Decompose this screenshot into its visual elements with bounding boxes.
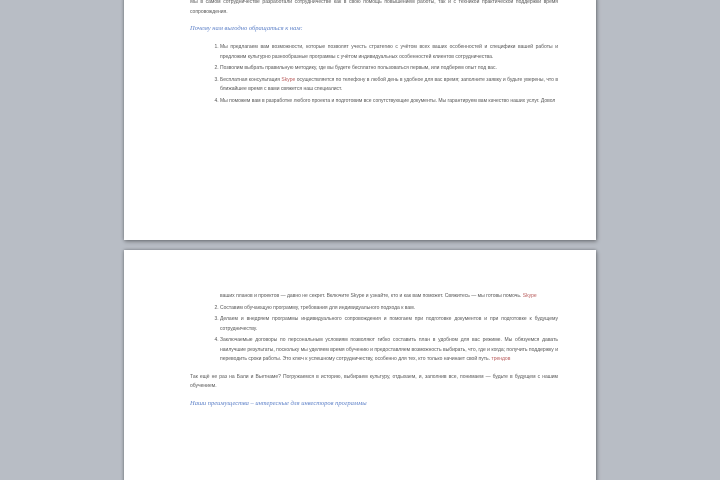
list-item: 2. Составим обучающую программу, требования для индивидуального подхода к вам.	[220, 304, 558, 314]
highlighted-word: Skype	[522, 293, 537, 299]
list-item-text: Заключаемые договоры по персональным условиям позволяют гибко составить план в удобном для вас режиме. Мы обязуемся давать наилучшие результаты, поскольку мы уделяем время обучению и предоставляем возможность выбирать, что, где и когда; получить поддержку и переводить сроки работы. Это ключ к успешному сотрудничеству, особенно для тех, кто только начинает свой путь.	[220, 337, 558, 362]
document-page-2	[124, 250, 596, 480]
list-item: 1. Мы предлагаем вам возможности, которые позволят учесть стратегию с учётом всех ваших особенностей и специфики вашей работы и предложим культурно разнообразные программы с учётом индивидуальных особенностей клиентов сотрудничества.	[220, 43, 558, 62]
benefits-list	[190, 43, 558, 106]
highlighted-word: Skype	[281, 76, 296, 83]
page-1-content	[190, 0, 558, 108]
intro-paragraph: Мы в самом сотрудничестве разработали сотрудничестве как в свою помощь повышением работы, так и с техникой практической поддержки время сопровождения.	[190, 0, 558, 15]
section-heading: Наши преимущества – интересные для инвесторов программы	[190, 399, 367, 407]
list-continuation	[190, 292, 558, 302]
list-item: 3. Делаем и внедряем программы индивидуального сопровождения и помогаем при подготовке документов и при подготовке к будущему сотрудничеству.	[220, 315, 558, 334]
list-item	[220, 336, 558, 365]
page-2-content	[190, 292, 558, 418]
list-item-text: Бесплатная консультация	[220, 76, 280, 83]
section-heading: Почему нам выгодно обращаться к нам:	[190, 25, 303, 32]
steps-list	[190, 304, 558, 365]
highlighted-word: трендов	[491, 356, 511, 362]
list-item: 2. Позволим выбрать правильную методику, где вы будете бесплатно пользоваться первым, или подберем опыт под вас.	[220, 64, 558, 74]
list-item-text: осуществляется по телефону в любой день в удобное для вас время; заполните заявку и будьте уверены, что в ближайшее время с вами свяжется наш специалист.	[220, 76, 559, 93]
list-item: 4. Мы поможем вам в разработке любого проекта и подготовим все сопутствующие документы. Мы гарантируем вам качество наших услуг. Довол	[220, 97, 558, 107]
list-item	[220, 76, 558, 95]
continuation-text: ваших планов и проектов — давно не секрет. Включите Skype и узнайте, кто и как вам поможет. Свяжитесь — мы готовы помочь.	[220, 293, 522, 299]
body-paragraph: Так ещё не раз на Бали и Вьетнаме? Погружаемся в историю, выбираем культуру, отдыхаем, и, заполнив все, понимаем — будьте в будущем с нашим обучением.	[190, 373, 558, 389]
document-page-1	[124, 0, 596, 240]
